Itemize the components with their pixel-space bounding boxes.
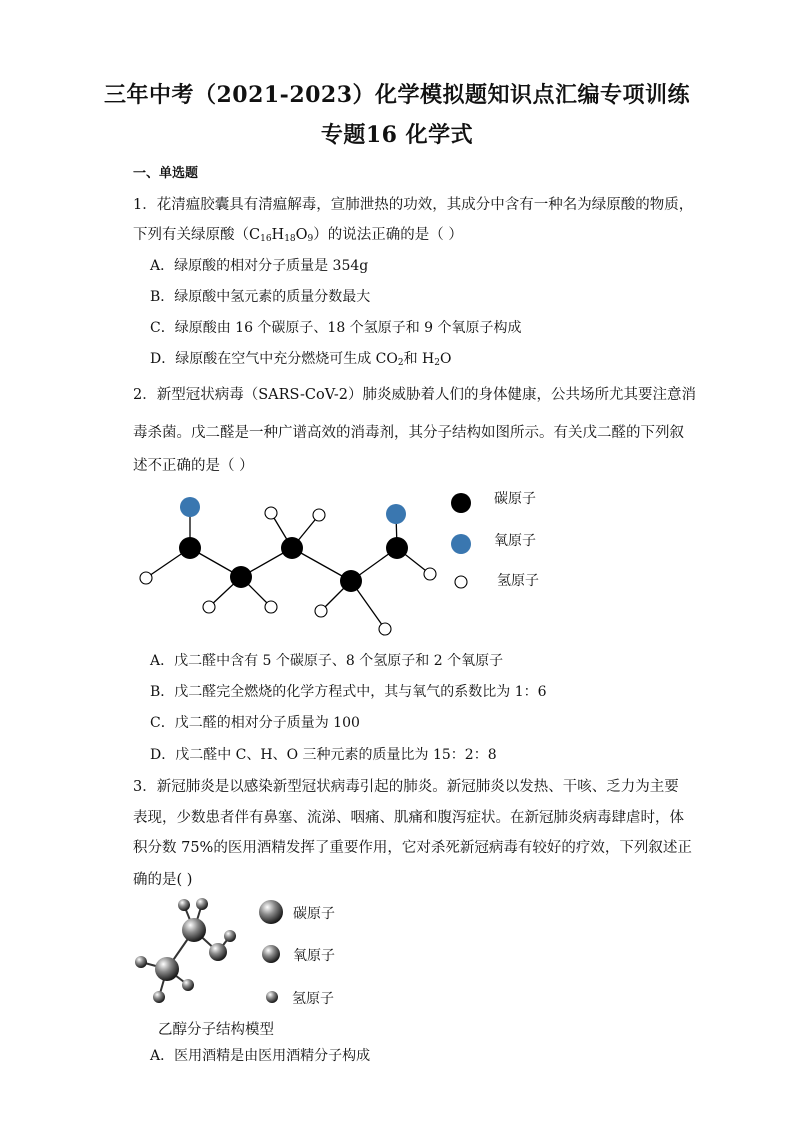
oxygen-atom [209,943,227,961]
q3-stem-line4: 确的是( ) [133,872,193,888]
carbon-atom [281,537,303,559]
carbon-atom [386,537,408,559]
formula-h: H [271,227,285,243]
legend-carbon-icon [259,900,283,924]
q3-figure-caption: 乙醇分子结构模型 [158,1022,274,1038]
carbon-atom [230,566,252,588]
q1-option-d-pre: D．绿原酸在空气中充分燃烧可生成 CO [150,351,398,367]
hydrogen-atom [379,623,391,635]
q2-option-b[interactable]: B．戊二醛完全燃烧的化学方程式中，其与氧气的系数比为 1：6 [150,684,547,700]
formula-sub: 18 [284,234,296,244]
q2-legend-oxygen-label: 氧原子 [494,533,536,549]
document-title: 三年中考（2021-2023）化学模拟题知识点汇编专项训练 [103,82,691,108]
legend-hydrogen-icon [455,576,467,588]
q1-stem-pre: 下列有关绿原酸（C [133,227,261,243]
carbon-atom [155,957,179,981]
document-subtitle: 专题16 化学式 [320,122,474,148]
q1-stem-line1: 1．花清瘟胶囊具有清瘟解毒，宣肺泄热的功效，其成分中含有一种名为绿原酸的物质， [133,197,694,213]
q3-legend-carbon-label: 碳原子 [293,906,335,922]
q2-stem-line2: 毒杀菌。戊二醛是一种广谱高效的消毒剂，其分子结构如图所示。有关戊二醛的下列叙 [133,425,684,441]
q2-option-c[interactable]: C．戊二醛的相对分子质量为 100 [150,715,360,731]
q1-option-a[interactable]: A．绿原酸的相对分子质量是 354g [150,258,369,274]
q1-option-d-post: O [440,351,452,367]
q1-stem-post: ）的说法正确的是（ ） [313,227,463,243]
q2-option-a[interactable]: A．戊二醛中含有 5 个碳原子、8 个氢原子和 2 个氧原子 [150,653,504,669]
hydrogen-atom [178,899,190,911]
q2-stem-line1: 2．新型冠状病毒（SARS-CoV-2）肺炎威胁着人们的身体健康，公共场所尤其要注意消 [133,387,696,403]
q1-option-d-mid: 和 H [403,351,435,367]
q1-option-b[interactable]: B．绿原酸中氢元素的质量分数最大 [150,289,371,305]
hydrogen-atom [153,991,165,1003]
q1-option-d[interactable] [150,348,452,368]
q3-stem-line2: 表现，少数患者伴有鼻塞、流涕、咽痛、肌痛和腹泻症状。在新冠肺炎病毒肆虐时，体 [133,810,684,826]
section-heading: 一、单选题 [133,166,199,181]
legend-oxygen-icon [451,534,471,554]
hydrogen-atom [182,979,194,991]
hydrogen-atom [224,930,236,942]
formula-o: O [295,227,308,243]
legend-carbon-icon [451,493,471,513]
oxygen-atom [180,497,200,517]
q3-stem-line3: 积分数 75%的医用酒精发挥了重要作用，它对杀死新冠病毒有较好的疗效，下列叙述正 [133,840,692,856]
q2-option-d[interactable]: D．戊二醛中 C、H、O 三种元素的质量比为 15：2：8 [150,747,497,763]
q3-legend-hydrogen-label: 氢原子 [292,991,334,1007]
formula-sub: 2 [397,358,404,368]
hydrogen-atom [140,572,152,584]
carbon-atom [179,537,201,559]
q3-stem-line1: 3．新冠肺炎是以感染新型冠状病毒引起的肺炎。新冠肺炎以发热、干咳、乏力为主要 [133,779,679,795]
formula-sub: 2 [434,358,441,368]
carbon-atom [182,918,206,942]
oxygen-atom [386,504,406,524]
q1-stem-line2 [133,223,463,244]
legend-hydrogen-icon [266,991,278,1003]
formula-sub: 9 [307,234,314,244]
hydrogen-atom [196,898,208,910]
q2-legend-carbon-label: 碳原子 [494,491,536,507]
hydrogen-atom [424,568,436,580]
q2-legend-hydrogen-label: 氢原子 [497,573,539,589]
q3-option-a[interactable]: A．医用酒精是由医用酒精分子构成 [150,1048,371,1064]
hydrogen-atom [315,605,327,617]
hydrogen-atom [313,509,325,521]
carbon-atom [340,570,362,592]
formula-sub: 16 [260,234,272,244]
legend-oxygen-icon [262,945,280,963]
hydrogen-atom [203,601,215,613]
q1-option-c[interactable]: C．绿原酸由 16 个碳原子、18 个氢原子和 9 个氧原子构成 [150,320,522,336]
hydrogen-atom [265,507,277,519]
q3-legend-oxygen-label: 氧原子 [293,948,335,964]
q2-stem-line3: 述不正确的是（ ） [133,458,254,474]
hydrogen-atom [135,956,147,968]
hydrogen-atom [265,601,277,613]
